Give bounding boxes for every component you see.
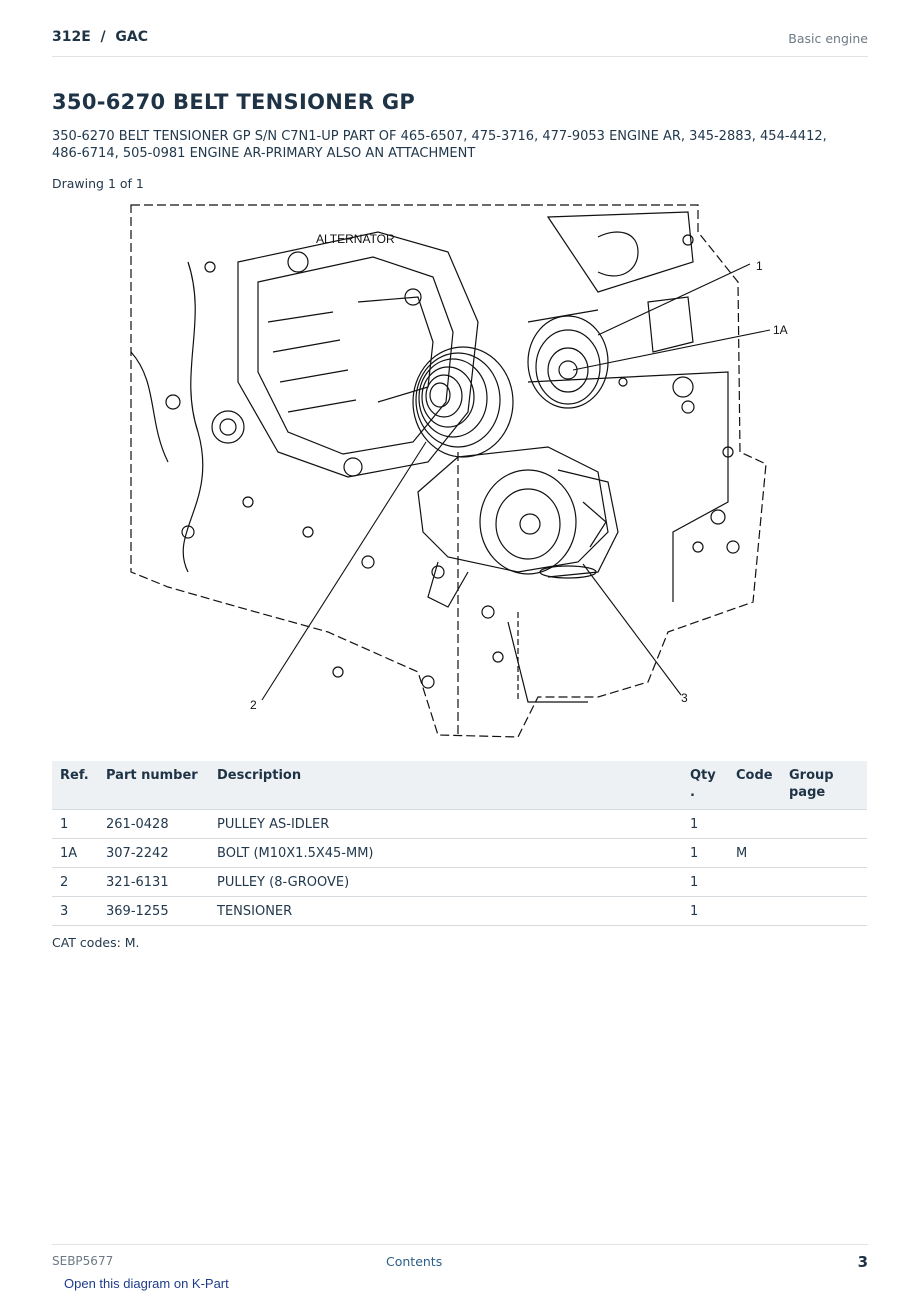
- cell-description: PULLEY AS-IDLER: [209, 810, 682, 839]
- alternator-label: ALTERNATOR: [316, 232, 395, 246]
- col-header-qty: Qty .: [682, 761, 728, 810]
- cat-codes-note: CAT codes: M.: [52, 935, 140, 950]
- callout-1a: 1A: [773, 323, 788, 337]
- cell-code: [728, 868, 781, 897]
- cell-part-number: 321-6131: [98, 868, 209, 897]
- col-header-code: Code: [728, 761, 781, 810]
- page-footer: [52, 1244, 868, 1275]
- cell-code: M: [728, 839, 781, 868]
- cell-code: [728, 897, 781, 926]
- cell-group-page: [781, 897, 867, 926]
- cell-qty: 1: [682, 897, 728, 926]
- cell-group-page: [781, 810, 867, 839]
- drawing-label: Drawing 1 of 1: [52, 176, 144, 191]
- cell-ref: 1A: [52, 839, 98, 868]
- contents-link[interactable]: Contents: [386, 1254, 443, 1269]
- col-header-group-page: Group page: [781, 761, 867, 810]
- page-title: 350-6270 BELT TENSIONER GP: [52, 90, 416, 114]
- col-header-description: Description: [209, 761, 682, 810]
- cell-group-page: [781, 868, 867, 897]
- table-row: [52, 810, 867, 839]
- col-header-part-number: Part number: [98, 761, 209, 810]
- callout-2: 2: [250, 698, 257, 712]
- cell-ref: 1: [52, 810, 98, 839]
- table-header-row: [52, 761, 867, 810]
- cell-part-number: 369-1255: [98, 897, 209, 926]
- breadcrumb: 312E / GAC: [52, 29, 148, 45]
- cell-part-number: 261-0428: [98, 810, 209, 839]
- cell-qty: 1: [682, 868, 728, 897]
- cell-ref: 3: [52, 897, 98, 926]
- open-diagram-kpart-link[interactable]: Open this diagram on K-Part: [64, 1276, 229, 1291]
- section-name: Basic engine: [788, 31, 868, 46]
- col-header-ref: Ref.: [52, 761, 98, 810]
- table-row: [52, 839, 867, 868]
- callout-3: 3: [681, 691, 688, 705]
- page-header: [52, 28, 868, 57]
- table-row: [52, 868, 867, 897]
- cell-qty: 1: [682, 810, 728, 839]
- parts-diagram: [128, 202, 788, 737]
- cell-description: TENSIONER: [209, 897, 682, 926]
- cell-description: PULLEY (8-GROOVE): [209, 868, 682, 897]
- group-description: 350-6270 BELT TENSIONER GP S/N C7N1-UP PART OF 465-6507, 475-3716, 477-9053 ENGINE AR, 345-2883, 454-4412, 486-6714, 505-0981 ENGINE AR-PRIMARY ALSO AN ATTACHMENT: [52, 129, 827, 161]
- cell-qty: 1: [682, 839, 728, 868]
- cell-ref: 2: [52, 868, 98, 897]
- document-id: SEBP5677: [52, 1254, 114, 1268]
- cell-group-page: [781, 839, 867, 868]
- callout-1: 1: [756, 259, 763, 273]
- page-number: 3: [857, 1253, 868, 1271]
- cell-description: BOLT (M10X1.5X45-MM): [209, 839, 682, 868]
- cell-part-number: 307-2242: [98, 839, 209, 868]
- cell-code: [728, 810, 781, 839]
- table-row: [52, 897, 867, 926]
- parts-table: [52, 761, 867, 926]
